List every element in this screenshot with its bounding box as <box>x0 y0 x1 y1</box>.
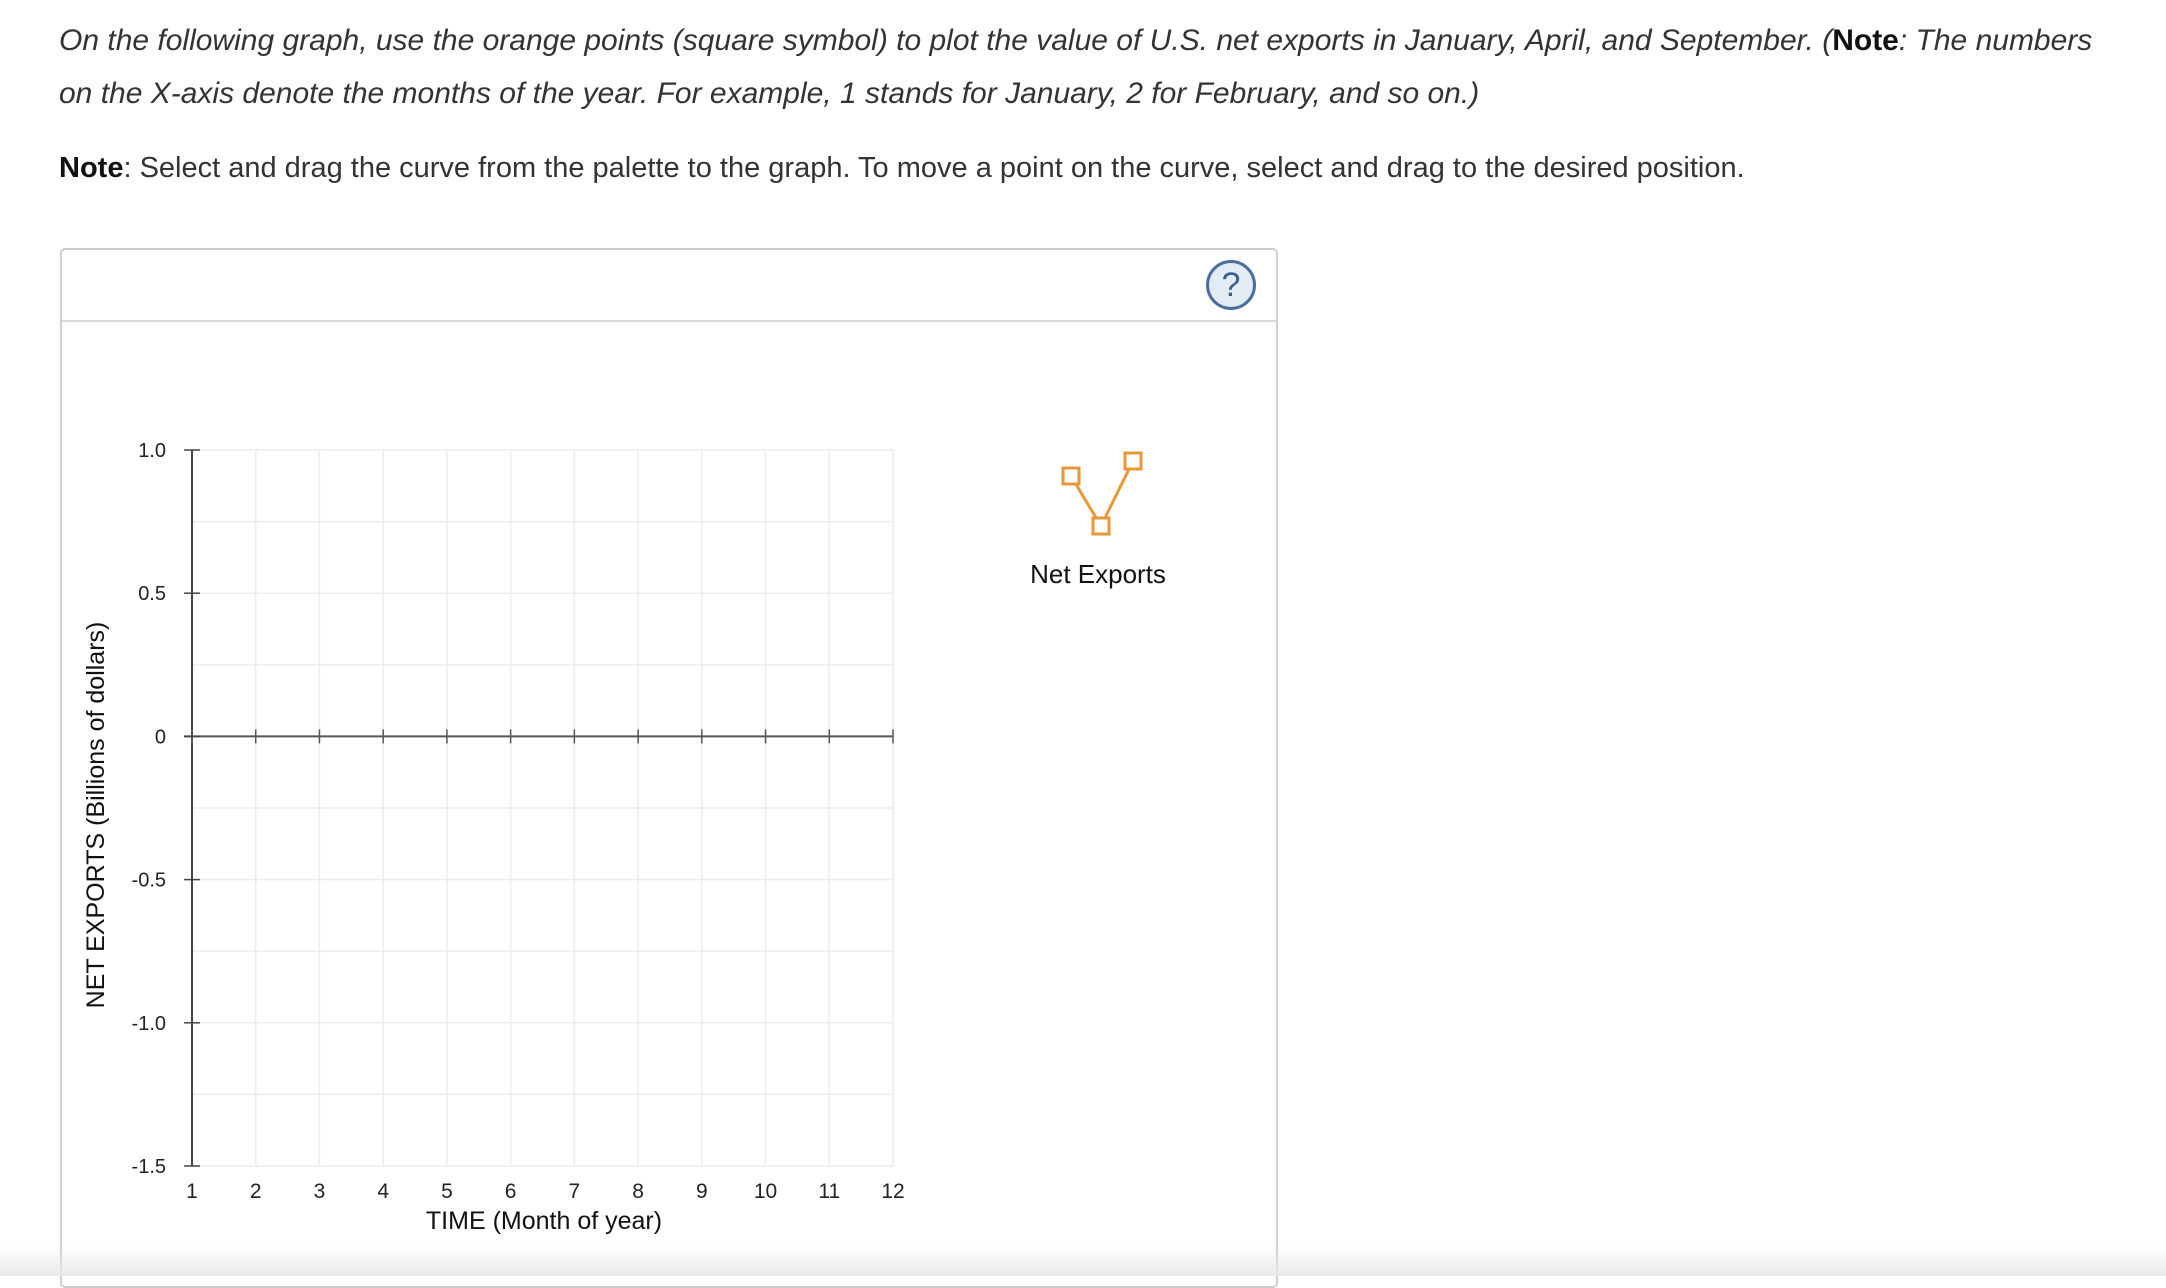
question-instructions <box>59 14 2099 120</box>
x-tick-label: 12 <box>881 1180 905 1203</box>
note-label: Note <box>59 152 124 184</box>
palette-net-exports-label: Net Exports <box>1030 559 1166 589</box>
y-tick-label: 0.5 <box>138 583 166 606</box>
x-tick-label: 2 <box>249 1180 262 1203</box>
x-tick-label: 9 <box>695 1180 708 1203</box>
x-tick-label: 8 <box>632 1180 644 1203</box>
x-tick-label: 4 <box>377 1180 390 1203</box>
grid <box>192 450 893 1166</box>
palette-net-exports[interactable] <box>1063 453 1141 534</box>
x-tick-label: 3 <box>313 1180 326 1203</box>
instructions-note-label: Note <box>1832 24 1899 57</box>
y-tick-label: -0.5 <box>131 869 166 892</box>
y-axis-ticks <box>132 440 200 1178</box>
x-tick-label: 11 <box>818 1180 841 1203</box>
x-tick-label: 10 <box>753 1180 778 1203</box>
y-tick-label: 0 <box>154 726 166 749</box>
graph-canvas[interactable] <box>60 248 1280 1276</box>
y-tick-label: 1.0 <box>138 440 166 462</box>
x-tick-label: 7 <box>568 1180 581 1203</box>
instructions-text-2: : The numbers on the X-axis denote the months of the year. For example, 1 stands for January, 2 for February, and so on.) <box>59 24 2093 110</box>
question-mark-icon: ? <box>1221 266 1241 304</box>
x-tick-label: 1 <box>186 1180 198 1203</box>
net-exports-point-icon <box>1063 468 1079 484</box>
y-tick-label: -1.0 <box>131 1012 166 1035</box>
note-text: : Select and drag the curve from the palette to the graph. To move a point on the curve, select and drag to the desired position. <box>123 152 1745 184</box>
y-axis-label: NET EXPORTS (Billions of dollars) <box>82 621 110 1009</box>
net-exports-point-icon <box>1125 453 1141 469</box>
y-tick-label: -1.5 <box>131 1156 166 1178</box>
net-exports-point-icon <box>1093 518 1109 534</box>
x-axis-label: TIME (Month of year) <box>425 1207 663 1235</box>
x-axis-ticks <box>186 1180 905 1203</box>
drag-note <box>59 142 1745 194</box>
x-tick-label: 5 <box>441 1180 453 1203</box>
x-tick-label: 6 <box>504 1180 517 1203</box>
instructions-text-1: On the following graph, use the orange points (square symbol) to plot the value of U.S. net exports in January, April, and September. ( <box>59 24 1833 57</box>
